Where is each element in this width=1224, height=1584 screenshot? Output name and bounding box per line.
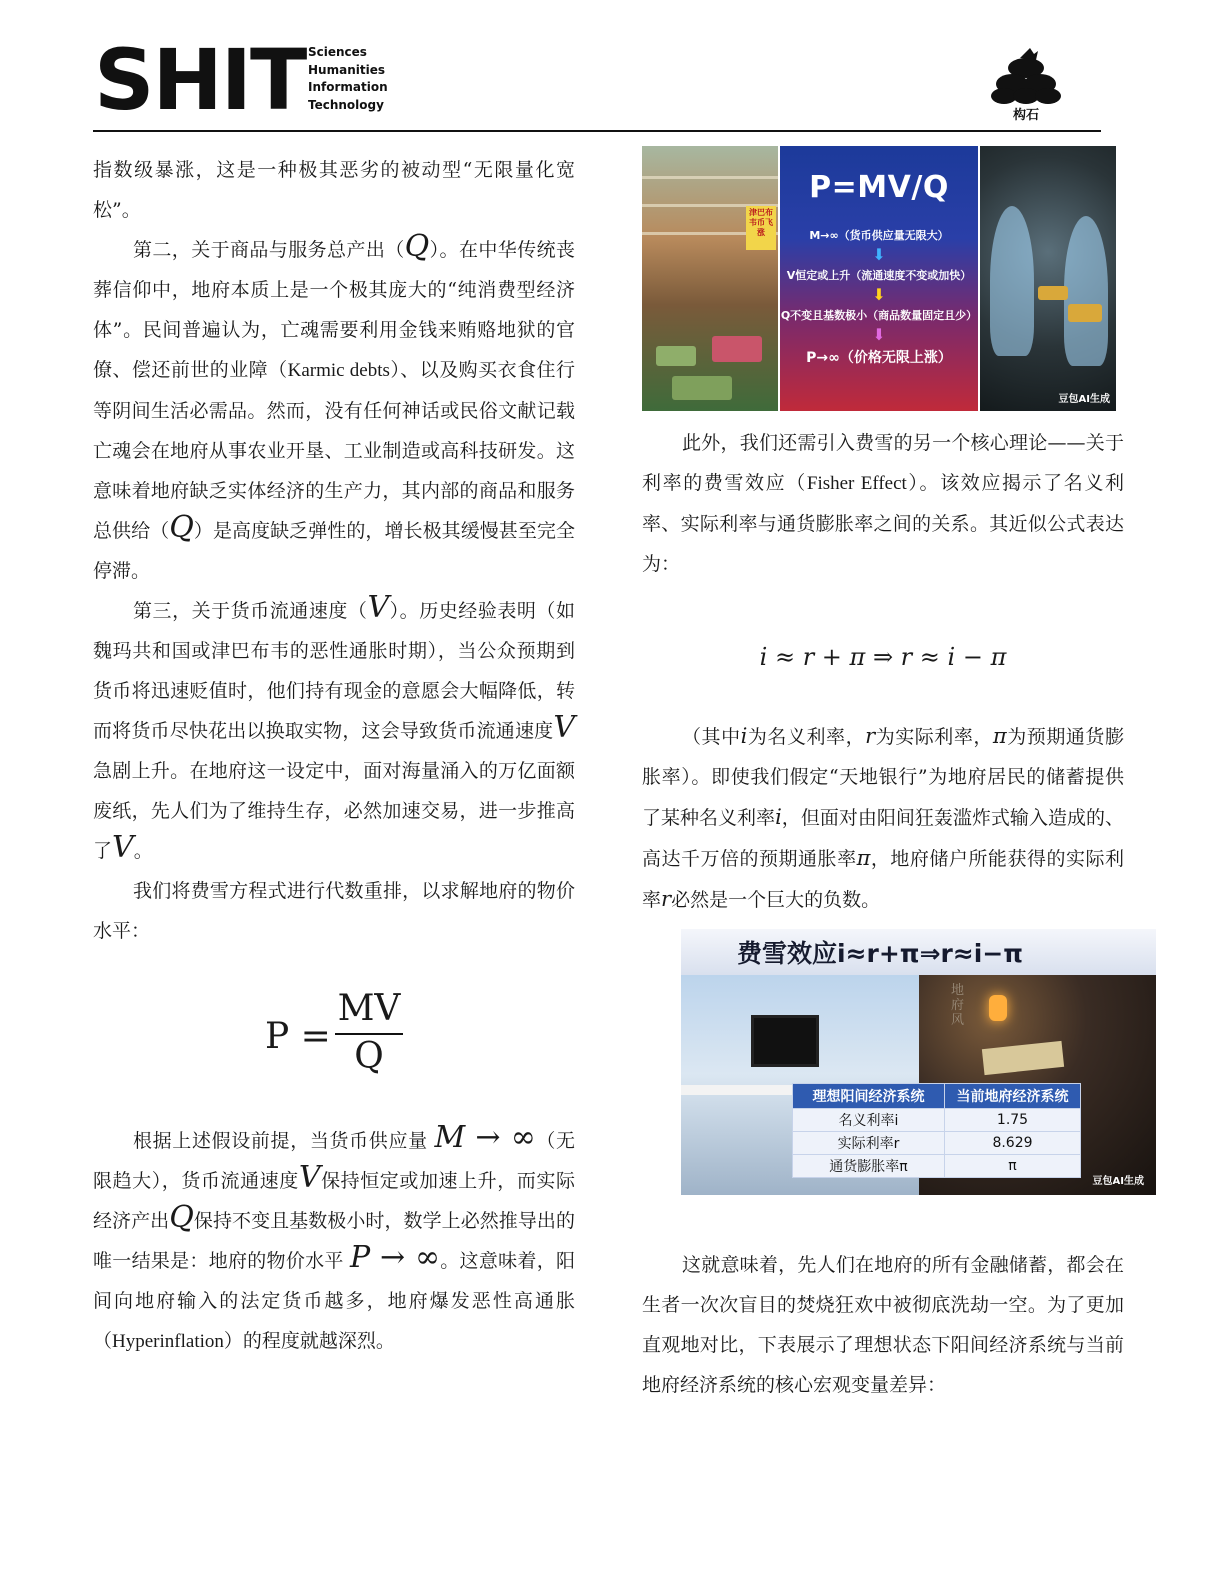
english-term: Hyperinflation (112, 1331, 224, 1352)
table-header: 理想阳间经济系统 (793, 1084, 945, 1109)
cash-bundle (672, 376, 732, 400)
table-cell: 1.75 (945, 1109, 1081, 1132)
formula-step: V恒定或上升（流通速度不变或加快） (786, 269, 972, 282)
formula-step: Q不变且基数极小（商品数量固定且少） (780, 309, 978, 322)
math-symbol: V (367, 590, 390, 625)
math-symbol: r (661, 887, 672, 911)
formula-lhs: P = (265, 1016, 331, 1057)
table-header: 当前地府经济系统 (945, 1084, 1081, 1109)
down-arrow-icon: ⬇ (872, 325, 886, 344)
paragraph: 指数级暴涨，这是一种极其恶劣的被动型“无限量化宽松”。 (93, 159, 575, 221)
logo-line: Humanities (308, 62, 385, 77)
math-symbol: V (112, 830, 134, 865)
table-cell: π (945, 1155, 1081, 1178)
math-symbol: π (992, 724, 1007, 748)
fisher-equation-formula (93, 951, 575, 1121)
publisher-mark (990, 46, 1062, 122)
scroll (982, 1041, 1064, 1075)
monitor-icon (751, 1015, 819, 1067)
math-symbol: V (298, 1160, 321, 1195)
table-header-row (793, 1084, 1081, 1109)
header-rule (93, 130, 1101, 132)
formula-panel (780, 146, 978, 411)
journal-logo-subtitle (308, 44, 388, 114)
math-symbol: i (775, 805, 782, 829)
ai-watermark: 豆包AI生成 (1092, 1176, 1144, 1187)
underworld-sign: 地府风 (951, 983, 965, 1028)
paragraph: 这就意味着，先人们在地府的所有金融储蓄，都会在生者一次次盲目的焚烧狂欢中被彻底洗劫一空。为了更加直观地对比，下表展示了理想状态下阳间经济系统与当前地府经济系统的核心宏观变量差异： (642, 1254, 1124, 1396)
paragraph: （其中i为名义利率，r为实际利率，π为预期通货膨胀率）。即使我们假定“天地银行”为地府居民的储蓄提供了某种名义利率i，但面对由阳间狂轰滥炸式输入造成的、高达千万倍的预期通胀率π，地府储户所能获得的实际利率r必然是一个巨大的负数。 (642, 724, 1124, 911)
ai-watermark: 豆包AI生成 (1058, 394, 1110, 405)
down-arrow-icon: ⬇ (872, 285, 886, 304)
lantern-icon (989, 995, 1007, 1021)
table-row (793, 1109, 1081, 1132)
formula-fraction (335, 989, 403, 1077)
table-cell: 8.629 (945, 1132, 1081, 1155)
left-column (93, 150, 575, 1362)
cash-bundle (712, 336, 762, 362)
table-cell: 名义利率i (793, 1109, 945, 1132)
journal-logo-wordmark: SHIT (94, 31, 306, 129)
down-arrow-icon: ⬇ (872, 245, 886, 264)
logo-line: Information (308, 80, 388, 94)
figure-title-bar (681, 929, 1156, 975)
figure-quantity-theory-illustration (642, 146, 1116, 411)
math-expression: P → ∞ (350, 1240, 440, 1275)
right-column-upper (642, 423, 1124, 920)
figure-title: 费雪效应i≈r+π⇒r≈i−π (737, 939, 1024, 968)
math-expression: M → ∞ (434, 1120, 536, 1155)
price-sign: 津巴布韦币飞涨 (746, 206, 776, 250)
logo-line: Technology (308, 97, 384, 112)
table-row (793, 1132, 1081, 1155)
right-column-lower (642, 1245, 1124, 1405)
english-term: Fisher Effect (806, 473, 907, 494)
table-cell: 通货膨胀率π (793, 1155, 945, 1178)
math-symbol: r (865, 724, 876, 748)
stone-pile-icon (990, 46, 1062, 104)
math-symbol: i (740, 724, 748, 748)
table-cell: 实际利率r (793, 1132, 945, 1155)
cash-bundle (656, 346, 696, 366)
comparison-table (792, 1083, 1081, 1178)
paragraph: 此外，我们还需引入费雪的另一个核心理论——关于利率的费雪效应（Fisher Effect）。该效应揭示了名义利率、实际利率与通货膨胀率之间的关系。其近似公式表达为： (642, 432, 1124, 575)
shelf-line (642, 176, 778, 179)
math-symbol: Q (169, 1200, 194, 1235)
publisher-mark-label: 构石 (1012, 108, 1039, 123)
ghost-figure (1064, 216, 1108, 366)
paragraph: 我们将费雪方程式进行代数重排，以求解地府的物价水平： (93, 880, 575, 942)
ghost-money-panel (980, 146, 1116, 411)
paragraph: 第三，关于货币流通速度（V）。历史经验表明（如魏玛共和国或津巴布韦的恶性通胀时期），当公众预期到货币将迅速贬值时，他们持有现金的意愿会大幅降低，转而将货币尽快花出以换取实物，这会导致货币流通速度V急剧上升。在地府这一设定中，面对海量涌入的万亿面额废纸，先人们为了维持生存，必然加速交易，进一步推高了V。 (93, 590, 575, 865)
figure-fisher-effect-comparison (681, 929, 1156, 1195)
english-term: Karmic debts (287, 360, 390, 381)
paragraph: 第二，关于商品与服务总产出（Q）。在中华传统丧葬信仰中，地府本质上是一个极其庞大的“纯消费型经济体”。民间普遍认为，亡魂需要利用金钱来贿赂地狱的官僚、偿还前世的业障（Karmic debts）、以及购买衣食住行等阴间生活必需品。然而，没有任何神话或民俗文献记载亡魂会在地府从事农业开垦、工业制造或高科技研发。这意味着地府缺乏实体经济的生产力，其内部的商品和服务总供给（Q）是高度缺乏弹性的，增长极其缓慢甚至完全停滞。 (93, 229, 575, 582)
gold-ingot (1068, 304, 1102, 322)
formula-denominator: Q (354, 1036, 384, 1077)
formula-step: M→∞（货币供应量无限大） (809, 229, 949, 242)
fisher-effect-formula: i ≈ r + π ⇒ r ≈ i − π (759, 643, 1007, 671)
math-symbol: V (553, 710, 575, 745)
table-row (793, 1155, 1081, 1178)
supermarket-crowd-panel (642, 146, 778, 411)
logo-line: Sciences (308, 45, 367, 59)
formula-numerator: MV (337, 988, 401, 1029)
math-symbol: Q (404, 229, 430, 264)
paragraph: 根据上述假设前提，当货币供应量 M → ∞（无限趋大），货币流通速度V保持恒定或加速上升，而实际经济产出Q保持不变且基数极小时，数学上必然推导出的唯一结果是：地府的物价水平 P → ∞。这意味着，阳间向地府输入的法定货币越多，地府爆发恶性高通胀（Hyperinflation）的程度就越深烈。 (93, 1120, 575, 1352)
math-symbol: π (856, 846, 871, 870)
math-symbol: Q (169, 510, 194, 545)
formula-panel-title: P=MV/Q (809, 170, 949, 205)
formula-step: P→∞（价格无限上涨） (806, 350, 952, 366)
ghost-figure (990, 206, 1034, 356)
gold-ingot (1038, 286, 1068, 300)
